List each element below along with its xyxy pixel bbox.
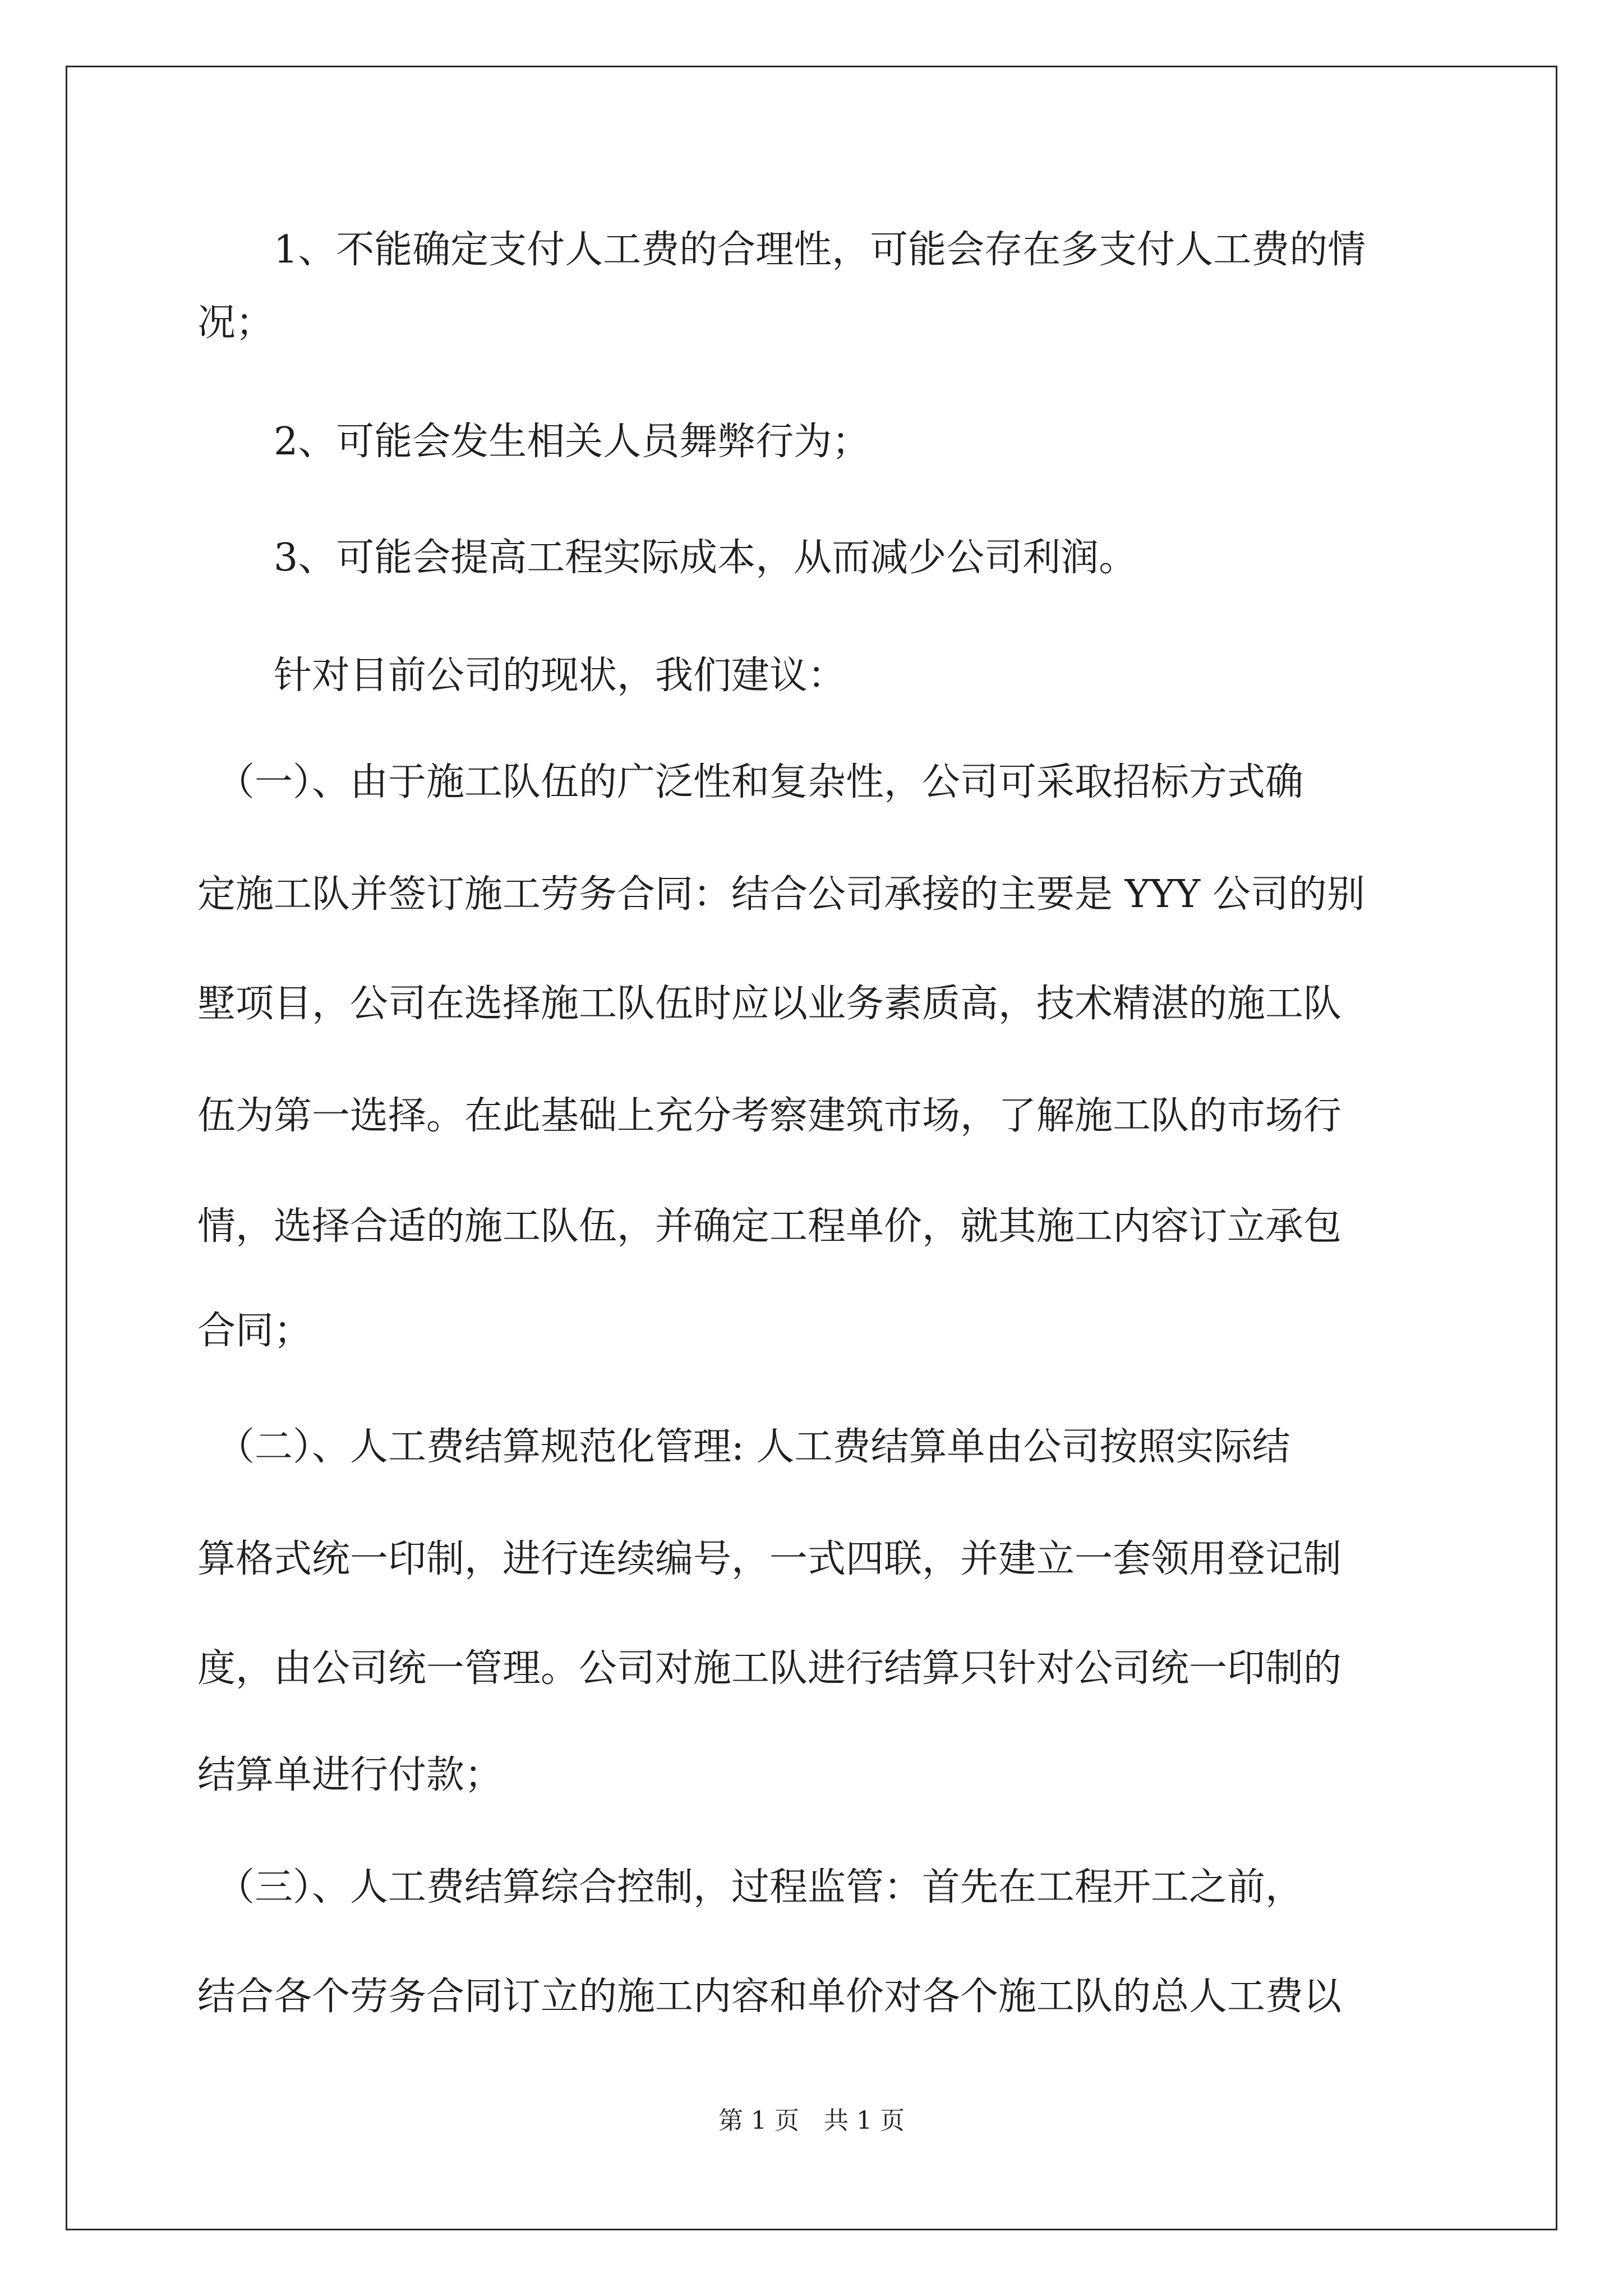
line-3: 2、可能会发生相关人员舞弊行为； bbox=[197, 420, 870, 464]
line-8: 墅项目，公司在选择施工队伍时应以业务素质高，技术精湛的施工队 bbox=[197, 982, 1342, 1026]
line-13: 算格式统一印制，进行连续编号，一式四联，并建立一套领用登记制 bbox=[197, 1537, 1342, 1581]
line-4: 3、可能会提高工程实际成本，从而减少公司利润。 bbox=[197, 536, 1137, 580]
line-14: 度，由公司统一管理。公司对施工队进行结算只针对公司统一印制的 bbox=[197, 1646, 1342, 1691]
line-15: 结算单进行付款； bbox=[197, 1753, 503, 1797]
line-9: 伍为第一选择。在此基础上充分考察建筑市场，了解施工队的市场行 bbox=[197, 1094, 1342, 1138]
line-5: 针对目前公司的现状，我们建议： bbox=[197, 654, 846, 698]
line-10: 情，选择合适的施工队伍，并确定工程单价，就其施工内容订立承包 bbox=[197, 1204, 1342, 1249]
line-12: （二）、人工费结算规范化管理: 人工费结算单由公司按照实际结 bbox=[197, 1425, 1290, 1469]
line-1: 1、不能确定支付人工费的合理性，可能会存在多支付人工费的情 bbox=[197, 228, 1366, 272]
line-7: 定施工队并签订施工劳务合同：结合公司承接的主要是 YYY 公司的别 bbox=[197, 872, 1365, 917]
line-11: 合同； bbox=[197, 1309, 312, 1353]
line-16: （三）、人工费结算综合控制，过程监管：首先在工程开工之前， bbox=[197, 1865, 1304, 1910]
page-number-footer: 第 1 页 共 1 页 bbox=[718, 2106, 905, 2135]
line-2: 况； bbox=[197, 301, 274, 345]
line-17: 结合各个劳务合同订立的施工内容和单价对各个施工队的总人工费以 bbox=[197, 1975, 1342, 2019]
line-6: （一）、由于施工队伍的广泛性和复杂性，公司可采取招标方式确 bbox=[197, 760, 1304, 804]
